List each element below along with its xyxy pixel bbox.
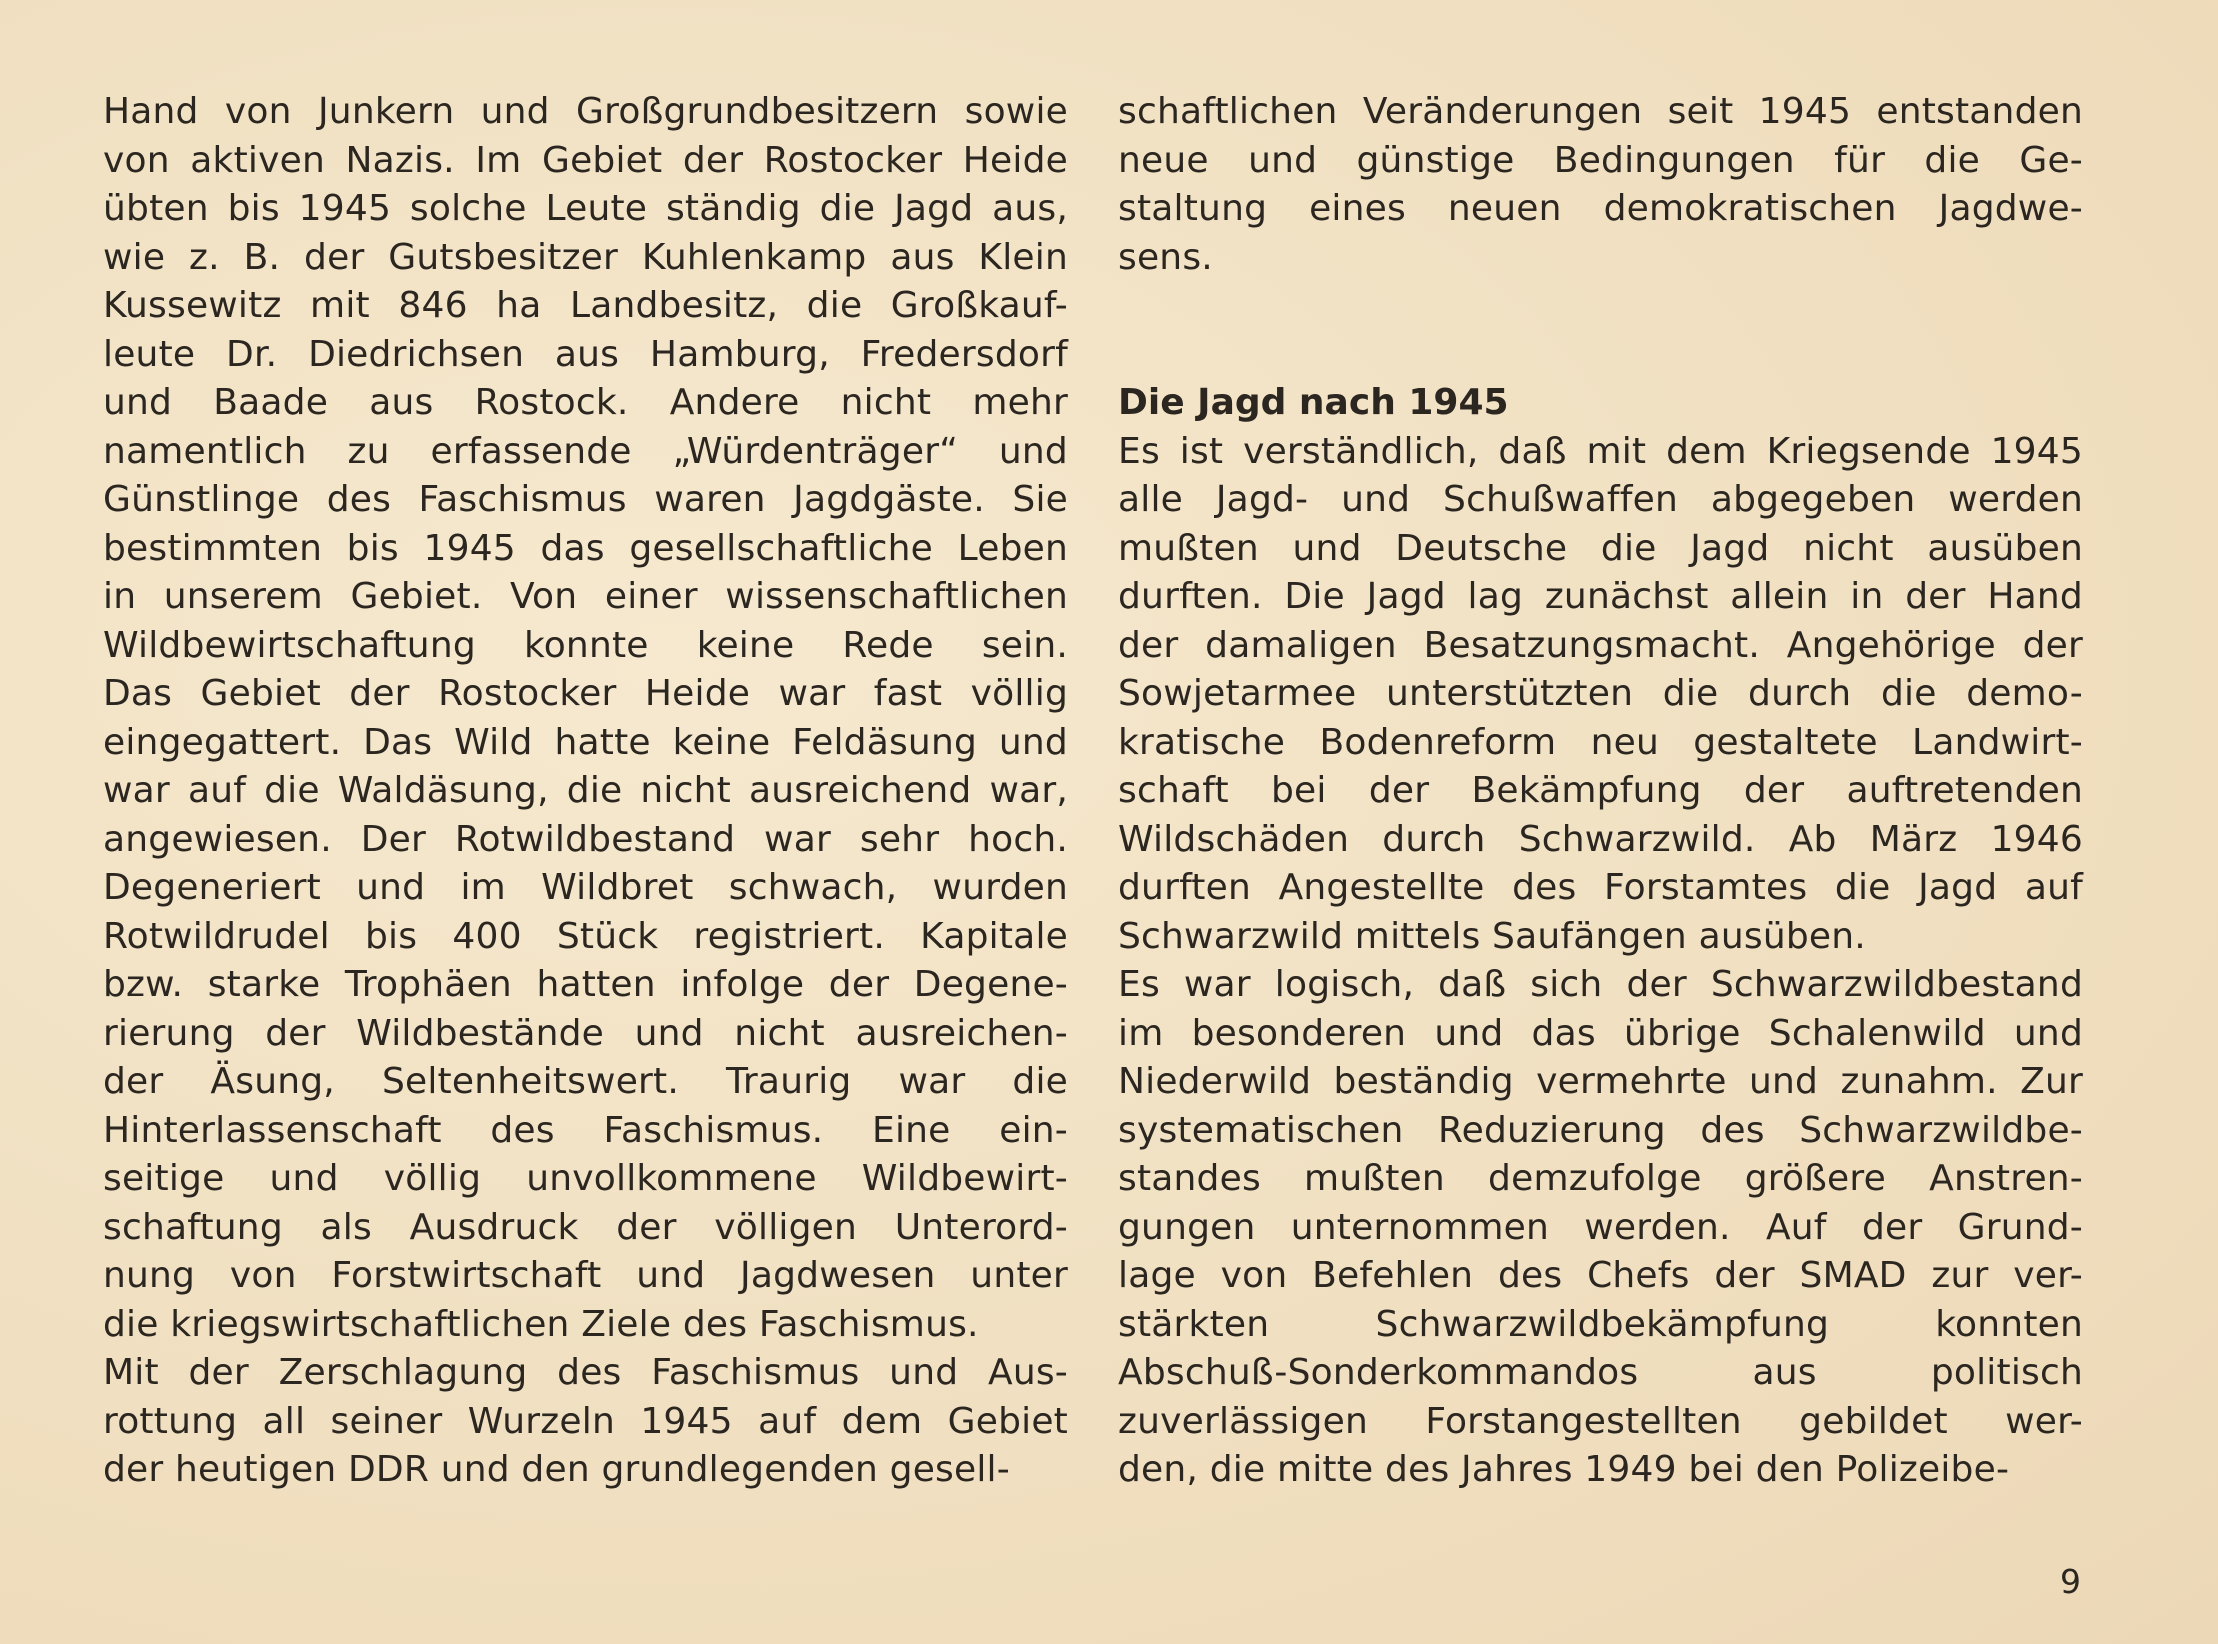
text-line: standes mußten demzufolge größere Anstren- [1118,1158,2083,1199]
text-line: alle Jagd- und Schußwaffen abgegeben werden [1118,479,2083,520]
text-line: war auf die Waldäsung, die nicht ausreichend war, [103,770,1068,811]
text-line: Es ist verständlich, daß mit dem Kriegsende 1945 [1118,430,2083,472]
text-line: staltung eines neuen demokratischen Jagdwe- [1118,188,2083,229]
text-line: Es war logisch, daß sich der Schwarzwildbestand [1118,964,2083,1005]
text-line: die kriegswirtschaftlichen Ziele des Faschismus. [103,1303,979,1345]
text-line: Wildbewirtschaftung konnte keine Rede sein. [103,624,1068,666]
section-gap [1118,282,2083,379]
text-line: Hand von Junkern und Großgrundbesitzern sowie [103,91,1068,132]
text-line: systematischen Reduzierung des Schwarzwildbe- [1118,1109,2083,1151]
text-line: bzw. starke Trophäen hatten infolge der Degene- [103,964,1068,1005]
text-line: in unserem Gebiet. Von einer wissenschaftlichen [103,576,1068,617]
text-line: lage von Befehlen des Chefs der SMAD zur ver- [1118,1255,2083,1296]
text-line: nung von Forstwirtschaft und Jagdwesen unter [103,1255,1068,1296]
text-line: schaftlichen Veränderungen seit 1945 entstanden [1118,91,2083,132]
text-line: schaft bei der Bekämpfung der auftretenden [1118,770,2083,811]
text-line: sens. [1118,236,1213,278]
text-line: Sowjetarmee unterstützten die durch die demo- [1118,673,2083,714]
text-line: angewiesen. Der Rotwildbestand war sehr hoch. [103,818,1068,860]
text-line: mußten und Deutsche die Jagd nicht ausüben [1118,527,2083,569]
right-text-column [1118,88,2083,1495]
text-line: von aktiven Nazis. Im Gebiet der Rostocker Heide [103,139,1068,181]
text-line: den, die mitte des Jahres 1949 bei den Polizeibe- [1118,1449,2010,1490]
text-line: stärkten Schwarzwildbekämpfung konnten [1118,1303,2083,1345]
text-line: wie z. B. der Gutsbesitzer Kuhlenkamp aus Klein [103,236,1068,278]
text-line: Hinterlassenschaft des Faschismus. Eine ein- [103,1109,1068,1151]
text-line: eingegattert. Das Wild hatte keine Feldäsung und [103,721,1068,763]
text-line: Schwarzwild mittels Saufängen ausüben. [1118,915,1866,957]
text-line: namentlich zu erfassende „Würdenträger“ und [103,430,1068,472]
text-line: Mit der Zerschlagung des Faschismus und Aus- [103,1352,1068,1393]
text-line: Wildschäden durch Schwarzwild. Ab März 1946 [1118,818,2083,860]
text-line: bestimmten bis 1945 das gesellschaftliche Leben [103,527,1068,569]
text-line: seitige und völlig unvollkommene Wildbewirt- [103,1158,1068,1199]
text-line: Kussewitz mit 846 ha Landbesitz, die Großkauf- [103,285,1068,326]
left-text-column [103,88,1068,1495]
text-line: im besonderen und das übrige Schalenwild und [1118,1012,2083,1054]
text-line: Degeneriert und im Wildbret schwach, wurden [103,867,1068,908]
text-line: Das Gebiet der Rostocker Heide war fast völlig [103,673,1068,714]
right-column-intro [1118,88,2083,282]
right-column-body [1118,428,2083,1495]
text-line: und Baade aus Rostock. Andere nicht mehr [103,382,1068,423]
text-line: Rotwildrudel bis 400 Stück registriert. Kapitale [103,915,1068,957]
text-line: Günstlinge des Faschismus waren Jagdgäste. Sie [103,479,1068,520]
text-line: leute Dr. Diedrichsen aus Hamburg, Fredersdorf [103,333,1068,375]
text-line: schaftung als Ausdruck der völligen Unterord- [103,1206,1068,1248]
text-line: gungen unternommen werden. Auf der Grund- [1118,1206,2083,1248]
text-line: Abschuß-Sonderkommandos aus politisch [1118,1352,2083,1393]
text-line: neue und günstige Bedingungen für die Ge- [1118,139,2083,181]
page-number: 9 [2060,1562,2081,1601]
text-line: der damaligen Besatzungsmacht. Angehörige der [1118,624,2083,666]
text-line: durften Angestellte des Forstamtes die Jagd auf [1118,867,2083,908]
text-line: der Äsung, Seltenheitswert. Traurig war die [103,1061,1068,1102]
text-line: rierung der Wildbestände und nicht ausreichen- [103,1012,1068,1054]
text-line: zuverlässigen Forstangestellten gebildet wer- [1118,1400,2083,1442]
text-line: übten bis 1945 solche Leute ständig die Jagd aus, [103,188,1068,229]
section-heading: Die Jagd nach 1945 [1118,382,1509,423]
text-line: rottung all seiner Wurzeln 1945 auf dem Gebiet [103,1400,1068,1442]
text-line: der heutigen DDR und den grundlegenden gesell- [103,1449,1010,1490]
text-line: durften. Die Jagd lag zunächst allein in der Hand [1118,576,2083,617]
text-line: Niederwild beständig vermehrte und zunahm. Zur [1118,1061,2083,1102]
text-line: kratische Bodenreform neu gestaltete Landwirt- [1118,721,2083,763]
